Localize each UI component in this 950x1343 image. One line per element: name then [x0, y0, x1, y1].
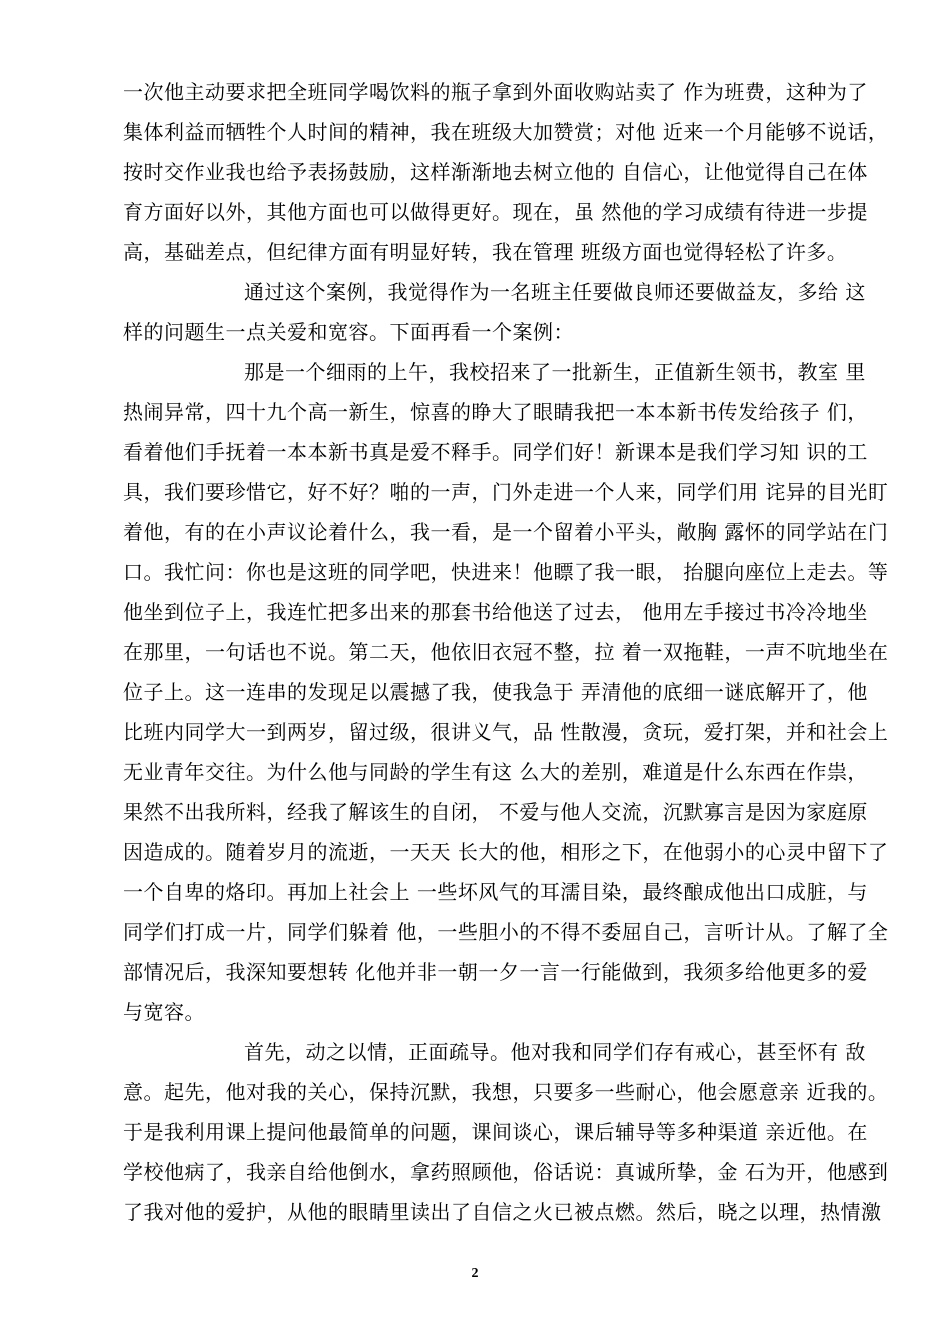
text-line-16: 位子上。这一连串的发现足以震撼了我，使我急于 弄清他的底细一谜底解开了，他: [123, 680, 868, 704]
text-line-7: 样的问题生一点关爱和宽容。下面再看一个案例：: [123, 320, 574, 344]
text-line-13: 口。我忙问：你也是这班的同学吧，快进来！他瞟了我一眼， 抬腿向座位上走去。等: [123, 560, 889, 584]
text-line-8: 那是一个细雨的上午，我校招来了一批新生，正值新生领书，教室 里: [244, 360, 866, 384]
text-line-5: 高，基础差点，但纪律方面有明显好转，我在管理 班级方面也觉得轻松了许多。: [123, 240, 848, 264]
text-line-9: 热闹异常，四十九个高一新生，惊喜的睁大了眼睛我把一本本新书传发给孩子 们，: [123, 400, 868, 424]
text-line-2: 集体利益而牺牲个人时间的精神，我在班级大加赞赏；对他 近来一个月能够不说话，: [123, 120, 889, 144]
text-line-4: 育方面好以外，其他方面也可以做得更好。现在，虽 然他的学习成绩有待进一步提: [123, 200, 868, 224]
text-line-28: 学校他病了，我亲自给他倒水，拿药照顾他，俗话说：真诚所挚，金 石为开，他感到: [123, 1160, 889, 1184]
text-line-29: 了我对他的爱护，从他的眼睛里读出了自信之火已被点燃。然后，晓之以理，热情激: [123, 1200, 882, 1224]
text-line-24: 与宽容。: [123, 1000, 205, 1024]
text-line-3: 按时交作业我也给予表扬鼓励，这样渐渐地去树立他的 自信心，让他觉得自己在体: [123, 160, 868, 184]
text-line-25: 首先，动之以情，正面疏导。他对我和同学们存有戒心，甚至怀有 敌: [244, 1040, 866, 1064]
text-line-6: 通过这个案例，我觉得作为一名班主任要做良师还要做益友，多给 这: [244, 280, 866, 304]
text-line-11: 具，我们要珍惜它，好不好？啪的一声，门外走进一个人来，同学们用 诧异的目光盯: [123, 480, 889, 504]
text-line-20: 因造成的。随着岁月的流逝，一天天 长大的他，相形之下，在他弱小的心灵中留下了: [123, 840, 889, 864]
text-line-14: 他坐到位子上，我连忙把多出来的那套书给他送了过去， 他用左手接过书冷冷地坐: [123, 600, 868, 624]
text-line-19: 果然不出我所料，经我了解该生的自闭， 不爱与他人交流，沉默寡言是因为家庭原: [123, 800, 868, 824]
text-line-27: 于是我利用课上提问他最简单的问题，课间谈心，课后辅导等多种渠道 亲近他。在: [123, 1120, 868, 1144]
text-line-1: 一次他主动要求把全班同学喝饮料的瓶子拿到外面收购站卖了 作为班费，这种为了: [123, 80, 868, 104]
text-line-10: 看着他们手抚着一本本新书真是爱不释手。同学们好！新课本是我们学习知 识的工: [123, 440, 868, 464]
text-line-23: 部情况后，我深知要想转 化他并非一朝一夕一言一行能做到，我须多给他更多的爱: [123, 960, 868, 984]
text-line-17: 比班内同学大一到两岁，留过级，很讲义气，品 性散漫，贪玩，爱打架，并和社会上: [123, 720, 889, 744]
text-line-21: 一个自卑的烙印。再加上社会上 一些坏风气的耳濡目染，最终酿成他出口成脏，与: [123, 880, 868, 904]
text-line-12: 着他，有的在小声议论着什么，我一看，是一个留着小平头，敞胸 露怀的同学站在门: [123, 520, 889, 544]
text-line-26: 意。起先，他对我的关心，保持沉默，我想，只要多一些耐心，他会愿意亲 近我的。: [123, 1080, 889, 1104]
text-line-15: 在那里，一句话也不说。第二天，他依旧衣冠不整，拉 着一双拖鞋，一声不吭地坐在: [123, 640, 889, 664]
page-number: 2: [471, 1266, 479, 1281]
text-line-22: 同学们打成一片，同学们躲着 他，一些胆小的不得不委屈自己，言听计从。了解了全: [123, 920, 889, 944]
text-line-18: 无业青年交往。为什么他与同龄的学生有这 么大的差别，难道是什么东西在作祟，: [123, 760, 868, 784]
